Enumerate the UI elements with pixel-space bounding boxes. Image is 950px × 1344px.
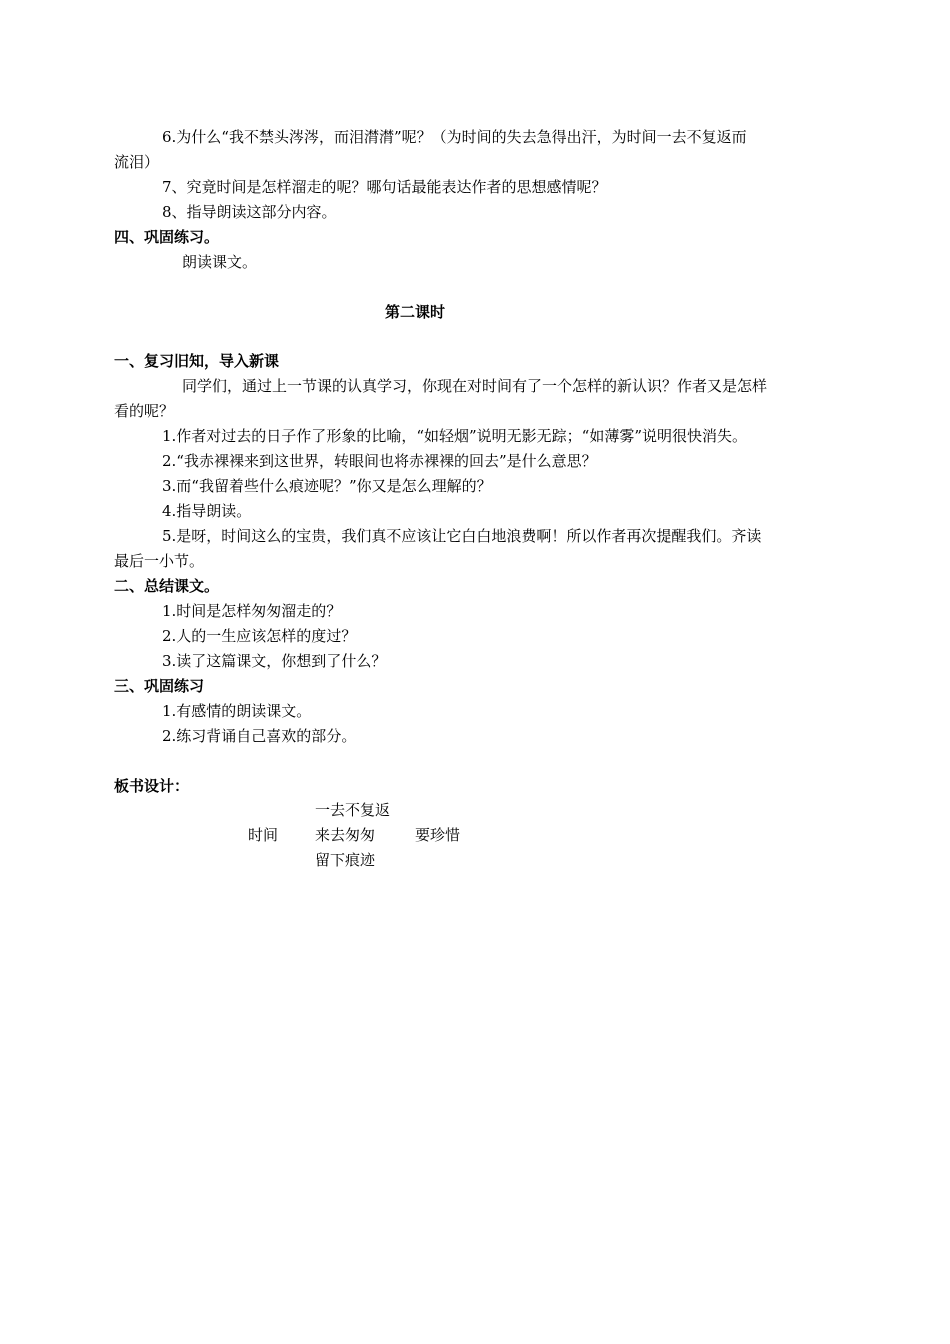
question-8: 8、指导朗读这部分内容。 — [162, 203, 337, 221]
question-6-line-2: 流泪） — [114, 153, 160, 171]
item-2: 2.“我赤裸裸来到这世界，转眼间也将赤裸裸的回去”是什么意思？ — [162, 452, 597, 470]
section-2-heading: 二、总结课文。 — [114, 577, 220, 595]
section-1-heading: 一、复习旧知，导入新课 — [114, 352, 280, 370]
board-left-text: 时间 — [248, 826, 279, 844]
section-3-heading: 三、巩固练习 — [114, 677, 205, 695]
item-4: 4.指导朗读。 — [162, 502, 252, 520]
practice-2: 2.练习背诵自己喜欢的部分。 — [162, 727, 357, 745]
section-4-text: 朗读课文。 — [182, 253, 258, 271]
summary-1: 1.时间是怎样匆匆溜走的？ — [162, 602, 342, 620]
board-middle-text: 来去匆匆 — [315, 826, 376, 844]
summary-3: 3.读了这篇课文，你想到了什么？ — [162, 652, 387, 670]
item-1: 1.作者对过去的日子作了形象的比喻，“如轻烟”说明无影无踪；“如薄雾”说明很快消失。 — [162, 427, 747, 445]
intro-line-2: 看的呢？ — [114, 402, 175, 420]
question-6-line-1: 6.为什么“我不禁头涔涔，而泪潸潸”呢？（为时间的失去急得出汗，为时间一去不复返而 — [162, 128, 747, 146]
item-5-line-2: 最后一小节。 — [114, 552, 205, 570]
intro-line-1: 同学们，通过上一节课的认真学习，你现在对时间有了一个怎样的新认识？作者又是怎样 — [182, 377, 768, 395]
item-3: 3.而“我留着些什么痕迹呢？”你又是怎么理解的？ — [162, 477, 492, 495]
practice-1: 1.有感情的朗读课文。 — [162, 702, 312, 720]
item-5-line-1: 5.是呀，时间这么的宝贵，我们真不应该让它白白地浪费啊！所以作者再次提醒我们。齐读 — [162, 527, 762, 545]
summary-2: 2.人的一生应该怎样的度过？ — [162, 627, 357, 645]
board-top-text: 一去不复返 — [315, 801, 391, 819]
board-bottom-text: 留下痕迹 — [315, 851, 376, 869]
lesson-2-title: 第二课时 — [384, 303, 445, 321]
section-4-heading: 四、巩固练习。 — [114, 228, 220, 246]
board-design-heading: 板书设计： — [114, 777, 190, 795]
question-7: 7、究竟时间是怎样溜走的呢？哪句话最能表达作者的思想感情呢？ — [162, 178, 607, 196]
board-right-text: 要珍惜 — [415, 826, 461, 844]
